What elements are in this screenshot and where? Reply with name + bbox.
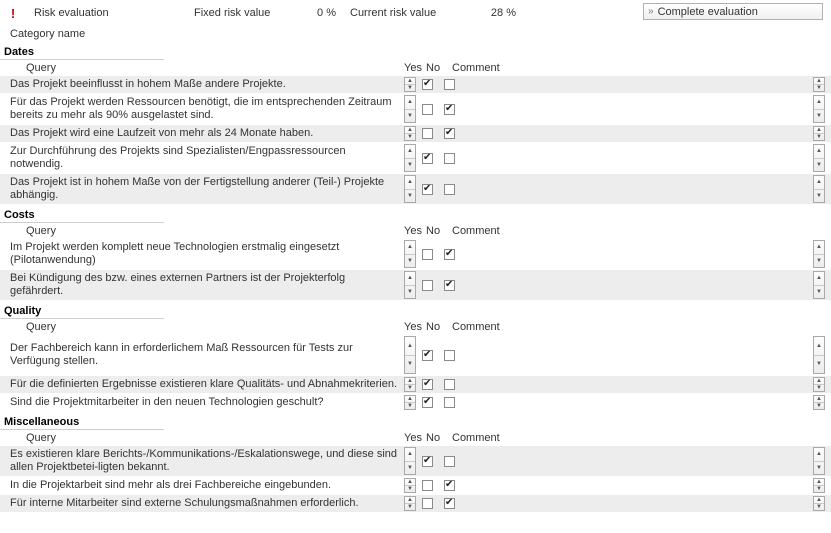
chevron-down-icon[interactable]: ▼	[816, 257, 822, 264]
column-header-comment: Comment	[452, 432, 500, 444]
chevron-down-icon[interactable]: ▼	[407, 288, 413, 295]
chevron-up-icon[interactable]: ▲	[405, 176, 415, 190]
chevron-down-icon[interactable]: ▼	[407, 504, 413, 510]
table-row	[0, 270, 831, 301]
double-chevron-right-icon: »	[648, 6, 653, 17]
section-title: Quality	[0, 305, 164, 319]
section-quality	[0, 305, 831, 412]
yes-checkbox[interactable]	[422, 104, 433, 115]
yes-checkbox[interactable]	[422, 280, 433, 291]
fixed-risk-value: 0 %	[317, 7, 336, 19]
query-text: Für die definierten Ergebnisse existieren klare Qualitäts- und Abnahmekriterien.	[10, 378, 398, 390]
yes-checkbox[interactable]	[422, 79, 433, 90]
yes-checkbox[interactable]	[422, 249, 433, 260]
chevron-up-icon[interactable]: ▲	[405, 337, 415, 356]
column-header-no: No	[426, 225, 441, 237]
table-row	[0, 495, 831, 513]
query-row-expander-spinner[interactable]	[404, 447, 416, 475]
section-title: Costs	[0, 209, 164, 223]
comment-cell[interactable]	[464, 446, 831, 476]
query-row-expander-spinner[interactable]	[404, 478, 416, 493]
chevron-up-icon[interactable]: ▲	[405, 497, 415, 504]
comment-expander-spinner[interactable]	[813, 144, 825, 172]
no-checkbox[interactable]	[444, 456, 455, 467]
comment-cell[interactable]	[464, 94, 831, 124]
chevron-down-icon[interactable]: ▼	[816, 504, 822, 510]
chevron-down-icon[interactable]: ▼	[816, 403, 822, 409]
chevron-up-icon[interactable]: ▲	[814, 127, 824, 134]
no-checkbox-cell[interactable]	[438, 394, 464, 411]
comment-expander-spinner[interactable]	[813, 175, 825, 203]
chevron-up-icon[interactable]: ▲	[405, 479, 415, 486]
no-checkbox[interactable]	[444, 128, 455, 139]
chevron-down-icon[interactable]: ▼	[816, 288, 822, 295]
section-miscellaneous	[0, 416, 831, 513]
no-checkbox-cell[interactable]	[438, 335, 464, 375]
comment-expander-spinner[interactable]	[813, 271, 825, 299]
yes-checkbox[interactable]	[422, 350, 433, 361]
section-costs	[0, 209, 831, 301]
comment-expander-spinner[interactable]	[813, 240, 825, 268]
yes-checkbox[interactable]	[422, 456, 433, 467]
query-text: Im Projekt werden komplett neue Technologien erstmalig eingesetzt (Pilotanwendung)	[10, 241, 340, 266]
chevron-up-icon[interactable]: ▲	[405, 96, 415, 110]
comment-expander-spinner[interactable]	[813, 478, 825, 493]
column-header-yes: Yes	[404, 432, 422, 444]
yes-checkbox[interactable]	[422, 184, 433, 195]
risk-evaluation-label: Risk evaluation	[34, 7, 109, 19]
no-checkbox-cell[interactable]	[438, 270, 464, 300]
comment-cell[interactable]	[464, 495, 831, 512]
yes-checkbox[interactable]	[422, 153, 433, 164]
chevron-up-icon[interactable]: ▲	[405, 396, 415, 403]
query-row-expander-spinner[interactable]	[404, 496, 416, 511]
query-row-expander-spinner[interactable]	[404, 271, 416, 299]
chevron-up-icon[interactable]: ▲	[814, 145, 824, 159]
chevron-down-icon[interactable]: ▼	[407, 85, 413, 91]
yes-checkbox-cell[interactable]	[416, 76, 438, 93]
no-checkbox[interactable]	[444, 350, 455, 361]
current-risk-value: 28 %	[490, 7, 516, 19]
chevron-up-icon[interactable]: ▲	[405, 272, 415, 286]
query-text: Sind die Projektmitarbeiter in den neuen Technologien geschult?	[10, 396, 324, 408]
comment-expander-spinner[interactable]	[813, 336, 825, 374]
chevron-down-icon[interactable]: ▼	[407, 464, 413, 471]
chevron-up-icon[interactable]: ▲	[405, 378, 415, 385]
comment-expander-spinner[interactable]	[813, 395, 825, 410]
no-checkbox[interactable]	[444, 153, 455, 164]
yes-checkbox[interactable]	[422, 379, 433, 390]
column-header-yes: Yes	[404, 225, 422, 237]
column-header-row	[0, 223, 831, 239]
no-checkbox[interactable]	[444, 79, 455, 90]
chevron-up-icon[interactable]: ▲	[405, 78, 415, 85]
table-row	[0, 376, 831, 394]
column-header-no: No	[426, 321, 441, 333]
chevron-down-icon[interactable]: ▼	[816, 112, 822, 119]
query-text: In die Projektarbeit sind mehr als drei Fachbereiche eingebunden.	[10, 479, 332, 491]
risk-sections	[0, 46, 831, 513]
chevron-up-icon[interactable]: ▲	[814, 272, 824, 286]
column-header-comment: Comment	[452, 225, 500, 237]
complete-evaluation-label: Complete evaluation	[657, 5, 758, 18]
query-row-expander-spinner[interactable]	[404, 175, 416, 203]
no-checkbox-cell[interactable]	[438, 94, 464, 124]
alert-icon: !	[10, 5, 16, 21]
column-header-no: No	[426, 62, 441, 74]
chevron-down-icon[interactable]: ▼	[407, 403, 413, 409]
chevron-down-icon[interactable]: ▼	[407, 112, 413, 119]
query-text: Zur Durchführung des Projekts sind Spezialisten/Engpassressourcen notwendig.	[10, 145, 346, 170]
table-row	[0, 76, 831, 94]
table-row	[0, 239, 831, 270]
yes-checkbox-cell[interactable]	[416, 94, 438, 124]
no-checkbox[interactable]	[444, 498, 455, 509]
query-text: Das Projekt wird eine Laufzeit von mehr als 24 Monate haben.	[10, 127, 314, 139]
chevron-up-icon[interactable]: ▲	[814, 396, 824, 403]
no-checkbox[interactable]	[444, 480, 455, 491]
no-checkbox[interactable]	[444, 280, 455, 291]
comment-expander-spinner[interactable]	[813, 77, 825, 92]
yes-checkbox-cell[interactable]	[416, 143, 438, 173]
table-row	[0, 335, 831, 376]
comment-expander-spinner[interactable]	[813, 377, 825, 392]
yes-checkbox[interactable]	[422, 480, 433, 491]
chevron-down-icon[interactable]: ▼	[407, 161, 413, 168]
comment-cell[interactable]	[464, 394, 831, 411]
query-row-expander-spinner[interactable]	[404, 377, 416, 392]
comment-expander-spinner[interactable]	[813, 447, 825, 475]
query-row-expander-spinner[interactable]	[404, 126, 416, 141]
table-row	[0, 446, 831, 477]
yes-checkbox-cell[interactable]	[416, 335, 438, 375]
section-dates	[0, 46, 831, 205]
column-header-comment: Comment	[452, 321, 500, 333]
comment-expander-spinner[interactable]	[813, 95, 825, 123]
no-checkbox-cell[interactable]	[438, 376, 464, 393]
chevron-down-icon[interactable]: ▼	[407, 134, 413, 140]
comment-cell[interactable]	[464, 174, 831, 204]
table-row	[0, 94, 831, 125]
column-header-query: Query	[26, 432, 56, 444]
column-header-comment: Comment	[452, 62, 500, 74]
chevron-down-icon[interactable]: ▼	[407, 257, 413, 264]
chevron-up-icon[interactable]: ▲	[814, 479, 824, 486]
query-row-expander-spinner[interactable]	[404, 395, 416, 410]
comment-cell[interactable]	[464, 76, 831, 93]
chevron-down-icon[interactable]: ▼	[816, 85, 822, 91]
chevron-up-icon[interactable]: ▲	[814, 176, 824, 190]
query-row-expander-spinner[interactable]	[404, 240, 416, 268]
comment-cell[interactable]	[464, 239, 831, 269]
table-row	[0, 125, 831, 143]
comment-cell[interactable]	[464, 125, 831, 142]
column-header-row	[0, 430, 831, 446]
no-checkbox-cell[interactable]	[438, 446, 464, 476]
chevron-down-icon[interactable]: ▼	[407, 361, 413, 368]
query-row-expander-spinner[interactable]	[404, 77, 416, 92]
column-header-query: Query	[26, 321, 56, 333]
query-text: Das Projekt ist in hohem Maße von der Fertigstellung anderer (Teil-) Projekte abhängig.	[10, 176, 385, 201]
query-row-expander-spinner[interactable]	[404, 336, 416, 374]
no-checkbox[interactable]	[444, 397, 455, 408]
category-name: Category name	[10, 28, 86, 40]
chevron-down-icon[interactable]: ▼	[816, 134, 822, 140]
chevron-down-icon[interactable]: ▼	[407, 486, 413, 492]
section-title: Dates	[0, 46, 164, 60]
chevron-down-icon[interactable]: ▼	[816, 192, 822, 199]
yes-checkbox-cell[interactable]	[416, 477, 438, 494]
table-row	[0, 143, 831, 174]
column-header-yes: Yes	[404, 62, 422, 74]
no-checkbox[interactable]	[444, 249, 455, 260]
chevron-up-icon[interactable]: ▲	[814, 337, 824, 356]
no-checkbox-cell[interactable]	[438, 495, 464, 512]
yes-checkbox-cell[interactable]	[416, 174, 438, 204]
complete-evaluation-button[interactable]	[643, 3, 823, 20]
query-text: Das Projekt beeinflusst in hohem Maße andere Projekte.	[10, 78, 286, 90]
fixed-risk-value-label: Fixed risk value	[194, 7, 271, 19]
query-text: Bei Kündigung des bzw. eines externen Partners ist der Projekterfolg gefährdert.	[10, 272, 346, 297]
no-checkbox-cell[interactable]	[438, 477, 464, 494]
comment-cell[interactable]	[464, 376, 831, 393]
chevron-down-icon[interactable]: ▼	[407, 385, 413, 391]
query-text: Der Fachbereich kann in erforderlichem Maß Ressourcen für Tests zur Verfügung stellen.	[10, 342, 353, 367]
table-row	[0, 477, 831, 495]
chevron-up-icon[interactable]: ▲	[814, 448, 824, 462]
yes-checkbox[interactable]	[422, 128, 433, 139]
chevron-up-icon[interactable]: ▲	[405, 448, 415, 462]
yes-checkbox[interactable]	[422, 397, 433, 408]
chevron-down-icon[interactable]: ▼	[816, 361, 822, 368]
no-checkbox-cell[interactable]	[438, 125, 464, 142]
chevron-down-icon[interactable]: ▼	[407, 192, 413, 199]
yes-checkbox-cell[interactable]	[416, 495, 438, 512]
current-risk-value-label: Current risk value	[350, 7, 437, 19]
table-row	[0, 394, 831, 412]
column-header-row	[0, 319, 831, 335]
table-row	[0, 174, 831, 205]
yes-checkbox-cell[interactable]	[416, 446, 438, 476]
no-checkbox[interactable]	[444, 379, 455, 390]
column-header-query: Query	[26, 225, 56, 237]
yes-checkbox-cell[interactable]	[416, 376, 438, 393]
yes-checkbox-cell[interactable]	[416, 394, 438, 411]
yes-checkbox-cell[interactable]	[416, 125, 438, 142]
chevron-up-icon[interactable]: ▲	[814, 96, 824, 110]
comment-cell[interactable]	[464, 143, 831, 173]
no-checkbox[interactable]	[444, 104, 455, 115]
column-header-query: Query	[26, 62, 56, 74]
query-row-expander-spinner[interactable]	[404, 144, 416, 172]
chevron-up-icon[interactable]: ▲	[405, 145, 415, 159]
query-text: Für interne Mitarbeiter sind externe Schulungsmaßnahmen erforderlich.	[10, 497, 359, 509]
no-checkbox[interactable]	[444, 184, 455, 195]
chevron-down-icon[interactable]: ▼	[816, 464, 822, 471]
no-checkbox-cell[interactable]	[438, 174, 464, 204]
comment-expander-spinner[interactable]	[813, 496, 825, 511]
yes-checkbox-cell[interactable]	[416, 270, 438, 300]
column-header-row	[0, 60, 831, 76]
comment-expander-spinner[interactable]	[813, 126, 825, 141]
no-checkbox-cell[interactable]	[438, 239, 464, 269]
column-header-no: No	[426, 432, 441, 444]
chevron-up-icon[interactable]: ▲	[814, 78, 824, 85]
chevron-down-icon[interactable]: ▼	[816, 161, 822, 168]
query-text: Es existieren klare Berichts-/Kommunikations-/Eskalationswege, und diese sind allen Projektbetei-ligten bekannt.	[10, 448, 398, 473]
comment-cell[interactable]	[464, 477, 831, 494]
risk-evaluation-header	[0, 0, 831, 26]
query-row-expander-spinner[interactable]	[404, 95, 416, 123]
yes-checkbox[interactable]	[422, 498, 433, 509]
column-header-yes: Yes	[404, 321, 422, 333]
comment-cell[interactable]	[464, 270, 831, 300]
chevron-up-icon[interactable]: ▲	[814, 241, 824, 255]
no-checkbox-cell[interactable]	[438, 76, 464, 93]
yes-checkbox-cell[interactable]	[416, 239, 438, 269]
chevron-up-icon[interactable]: ▲	[405, 241, 415, 255]
no-checkbox-cell[interactable]	[438, 143, 464, 173]
chevron-up-icon[interactable]: ▲	[814, 497, 824, 504]
chevron-down-icon[interactable]: ▼	[816, 486, 822, 492]
comment-cell[interactable]	[464, 335, 831, 375]
section-title: Miscellaneous	[0, 416, 164, 430]
chevron-up-icon[interactable]: ▲	[405, 127, 415, 134]
chevron-down-icon[interactable]: ▼	[816, 385, 822, 391]
query-text: Für das Projekt werden Ressourcen benötigt, die im entsprechenden Zeitraum bereits zu mehr als 90% ausgelastet sind.	[10, 96, 392, 121]
chevron-up-icon[interactable]: ▲	[814, 378, 824, 385]
